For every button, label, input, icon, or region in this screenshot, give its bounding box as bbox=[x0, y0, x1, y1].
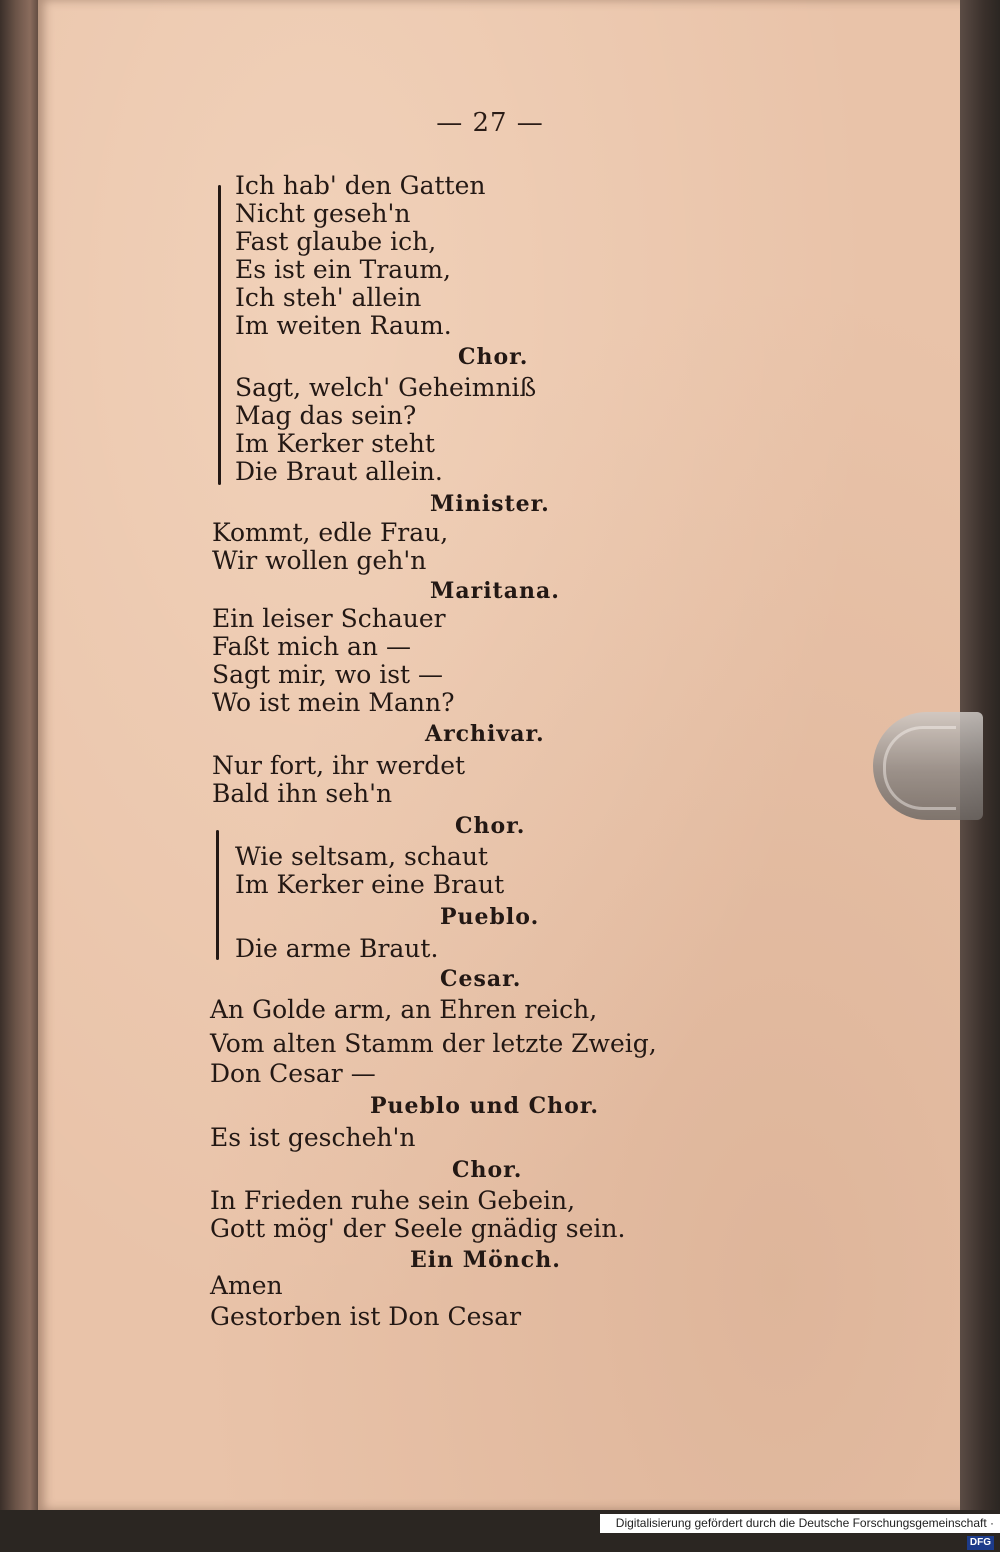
verse-line: Nur fort, ihr werdet bbox=[212, 751, 466, 780]
speaker-heading: Maritana. bbox=[430, 578, 560, 604]
verse-line: Fast glaube ich, bbox=[235, 227, 437, 256]
speaker-heading: Ein Mönch. bbox=[410, 1247, 561, 1273]
verse-line: Im weiten Raum. bbox=[235, 311, 452, 340]
verse-line: Es ist ein Traum, bbox=[235, 255, 451, 284]
dfg-logo: DFG bbox=[967, 1536, 994, 1550]
verse-line: Gestorben ist Don Cesar bbox=[210, 1302, 522, 1331]
verse-line: Don Cesar — bbox=[210, 1059, 376, 1088]
verse-line: Im Kerker steht bbox=[235, 429, 435, 458]
bookmark-tab bbox=[873, 712, 983, 820]
verse-line: In Frieden ruhe sein Gebein, bbox=[210, 1186, 576, 1215]
brace-bar bbox=[216, 830, 219, 960]
verse-line: An Golde arm, an Ehren reich, bbox=[210, 995, 598, 1024]
verse-line: Ein leiser Schauer bbox=[212, 604, 446, 633]
verse-line: Wo ist mein Mann? bbox=[212, 688, 455, 717]
page-number: — 27 — bbox=[436, 108, 544, 138]
verse-line: Mag das sein? bbox=[235, 401, 417, 430]
verse-line: Wie seltsam, schaut bbox=[235, 842, 488, 871]
verse-line: Sagt, welch' Geheimniß bbox=[235, 373, 537, 402]
facing-page-edge bbox=[0, 0, 40, 1510]
verse-line: Im Kerker eine Braut bbox=[235, 870, 505, 899]
speaker-heading: Chor. bbox=[455, 813, 526, 839]
speaker-heading: Archivar. bbox=[425, 721, 545, 747]
verse-line: Die Braut allein. bbox=[235, 457, 443, 486]
verse-line: Faßt mich an — bbox=[212, 632, 411, 661]
book-page bbox=[38, 0, 966, 1510]
verse-line: Bald ihn seh'n bbox=[212, 779, 393, 808]
speaker-heading: Cesar. bbox=[440, 966, 522, 992]
verse-line: Sagt mir, wo ist — bbox=[212, 660, 444, 689]
verse-line: Ich hab' den Gatten bbox=[235, 171, 486, 200]
verse-line: Amen bbox=[210, 1271, 283, 1300]
speaker-heading: Pueblo. bbox=[440, 904, 540, 930]
verse-line: Gott mög' der Seele gnädig sein. bbox=[210, 1214, 626, 1243]
verse-line: Es ist gescheh'n bbox=[210, 1123, 416, 1152]
credit-text: Digitalisierung gefördert durch die Deutsche Forschungsgemeinschaft · bbox=[615, 1516, 994, 1530]
verse-line: Nicht geseh'n bbox=[235, 199, 411, 228]
speaker-heading: Chor. bbox=[452, 1157, 523, 1183]
speaker-heading: Minister. bbox=[430, 491, 550, 517]
verse-line: Die arme Braut. bbox=[235, 934, 439, 963]
verse-line: Vom alten Stamm der letzte Zweig, bbox=[210, 1029, 657, 1058]
brace-bar bbox=[218, 185, 221, 485]
verse-line: Kommt, edle Frau, bbox=[212, 518, 449, 547]
speaker-heading: Chor. bbox=[458, 344, 529, 370]
speaker-heading: Pueblo und Chor. bbox=[370, 1093, 600, 1119]
digitization-credit bbox=[600, 1514, 1000, 1548]
verse-line: Wir wollen geh'n bbox=[212, 546, 427, 575]
verse-line: Ich steh' allein bbox=[235, 283, 422, 312]
